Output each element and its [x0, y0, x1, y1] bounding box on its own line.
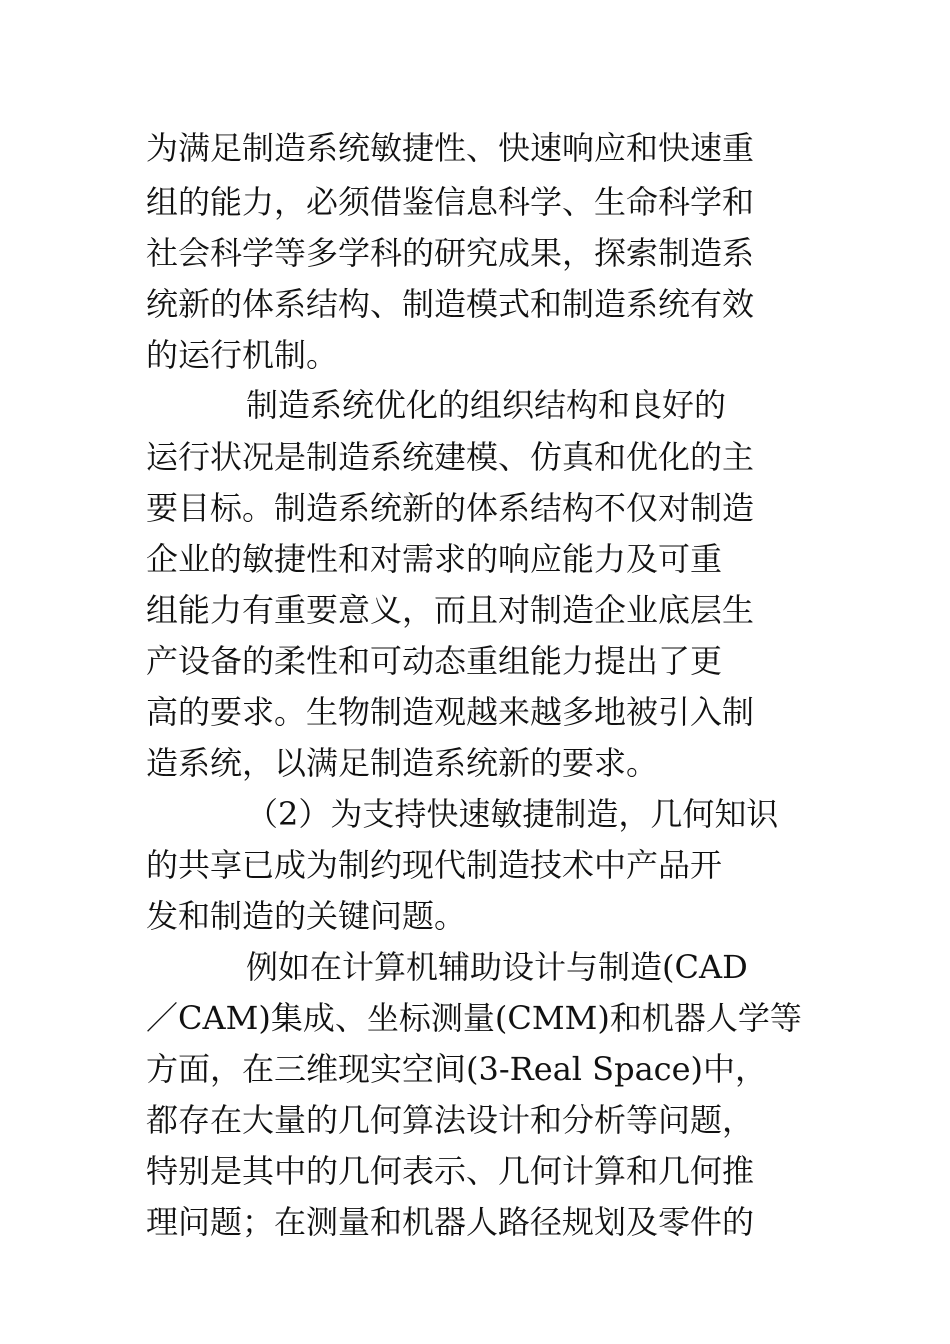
text-line: 发和制造的关键问题。: [146, 897, 467, 935]
text-line: 为满足制造系统敏捷性、快速响应和快速重: [146, 129, 755, 167]
text-line: 都存在大量的几何算法设计和分析等问题，: [146, 1101, 755, 1139]
text-line: 制造系统优化的组织结构和良好的: [246, 386, 727, 424]
text-line: 造系统，以满足制造系统新的要求。: [146, 744, 659, 782]
text-line: 运行状况是制造系统建模、仿真和优化的主: [146, 438, 755, 476]
text-line: 的共享已成为制约现代制造技术中产品开: [146, 846, 723, 884]
text-line: 组能力有重要意义，而且对制造企业底层生: [146, 591, 755, 629]
text-line: 社会科学等多学科的研究成果，探索制造系: [146, 234, 755, 272]
text-line: 产设备的柔性和可动态重组能力提出了更: [146, 642, 723, 680]
text-line: 特别是其中的几何表示、几何计算和几何推: [146, 1152, 755, 1190]
text-line: 统新的体系结构、制造模式和制造系统有效: [146, 285, 755, 323]
text-line: ／CAM)集成、坐标测量(CMM)和机器人学等: [146, 999, 802, 1037]
text-line: 例如在计算机辅助设计与制造(CAD: [246, 948, 748, 986]
text-line: （2）为支持快速敏捷制造，几何知识: [246, 795, 779, 833]
text-line: 高的要求。生物制造观越来越多地被引入制: [146, 693, 755, 731]
text-line: 组的能力，必须借鉴信息科学、生命科学和: [146, 183, 755, 221]
text-line: 理问题；在测量和机器人路径规划及零件的: [146, 1203, 755, 1241]
text-line: 要目标。制造系统新的体系结构不仅对制造: [146, 489, 755, 527]
text-line: 的运行机制。: [146, 336, 339, 374]
text-line: 企业的敏捷性和对需求的响应能力及可重: [146, 540, 723, 578]
text-line: 方面，在三维现实空间(3-Real Space)中，: [146, 1050, 768, 1088]
